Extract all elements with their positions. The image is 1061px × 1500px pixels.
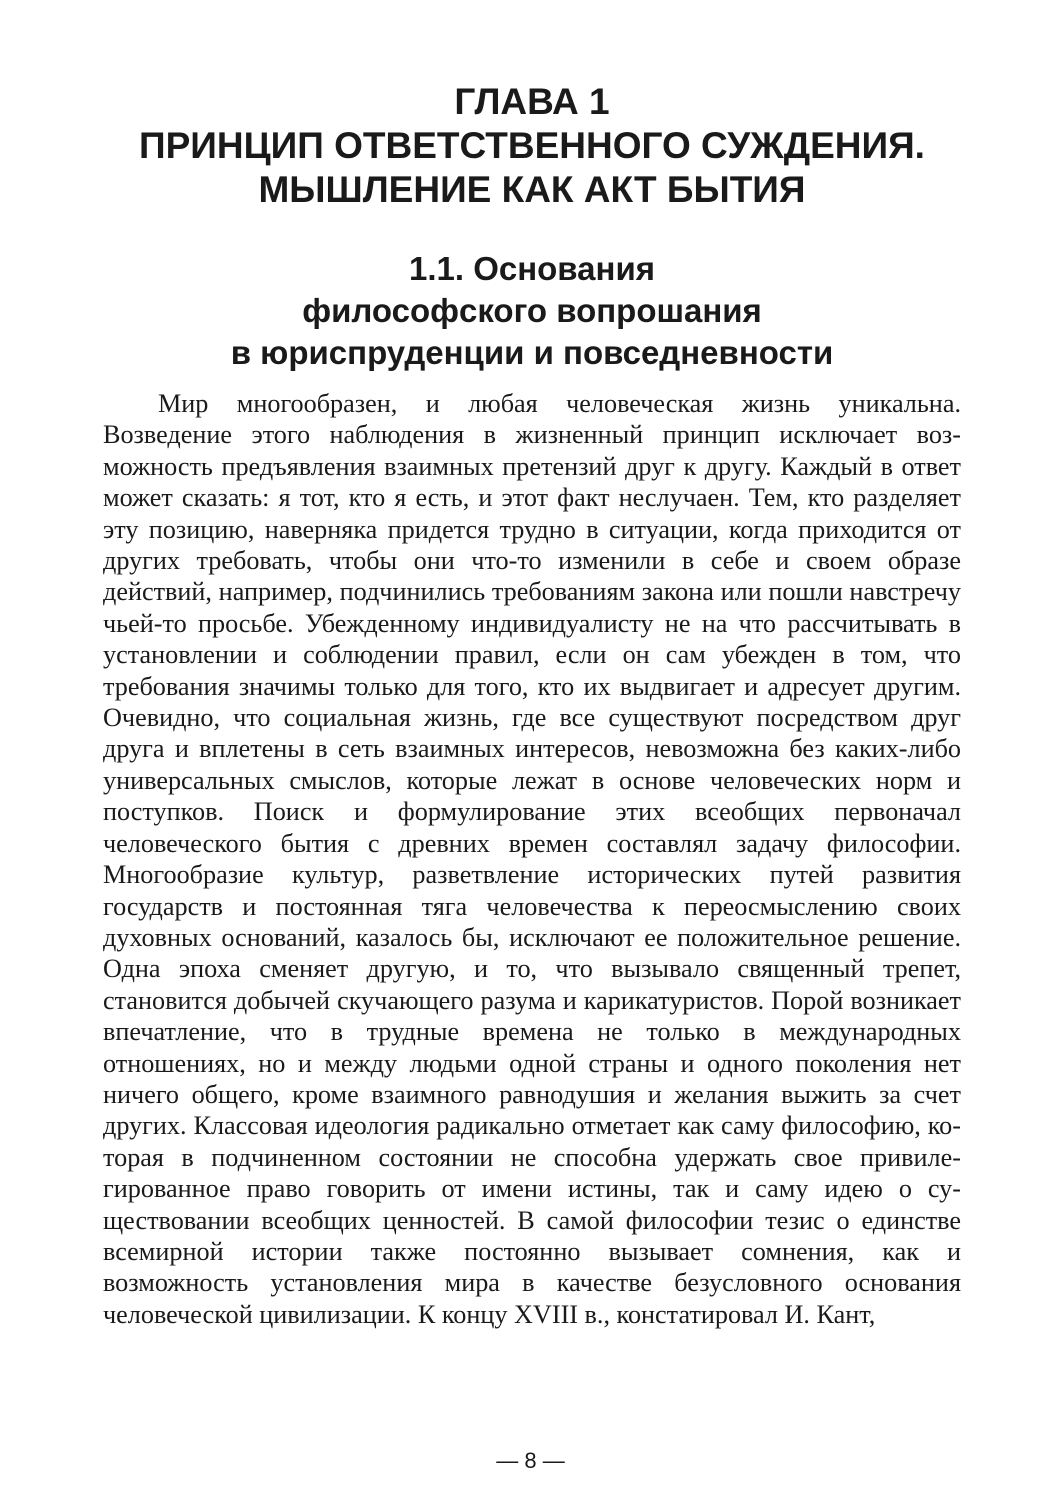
chapter-title	[103, 80, 961, 212]
page-content	[103, 80, 961, 1330]
page-number: — 8 —	[496, 1448, 565, 1473]
section-title-line-2: философского вопрошания	[302, 292, 762, 329]
chapter-title-line-2: ПРИНЦИП ОТВЕТСТВЕННОГО СУЖДЕНИЯ.	[139, 125, 925, 166]
section-title	[103, 248, 961, 374]
section-title-line-1: 1.1. Основания	[408, 250, 655, 287]
chapter-title-line-1: ГЛАВА 1	[454, 81, 610, 122]
body-paragraph: Мир многообразен, и любая человеческая жизнь уникальна. Возведение этого наблюдения в жизненный принцип исключает возможность предъявления взаимных претензий друг к другу. Каждый в ответ может сказать: я тот, кто я есть, и этот факт неслучаен. Тем, кто разделяет эту позицию, наверняка придется трудно в ситуации, когда приходится от других требовать, чтобы они что-то изменили в себе и своем образе действий, например, подчинились требованиям закона или пошли навстречу чьей-то просьбе. Убежденному индивидуалисту не на что рассчитывать в установлении и соблюдении правил, если он сам убежден в том, что требования значимы только для того, кто их выдвигает и адресует другим. Очевидно, что социальная жизнь, где все существуют посредством друг друга и вплетены в сеть взаимных интересов, невозможна без каких-либо универсальных смыслов, которые лежат в основе человеческих норм и поступков. Поиск и формулирование этих всеобщих первоначал человеческого бытия с древних времен составлял задачу философии. Многообразие культур, разветвление исторических путей развития государств и постоянная тяга человечества к переосмыслению своих духовных оснований, казалось бы, исключают ее положительное решение. Одна эпоха сменяет другую, и то, что вызывало священный трепет, становится добычей скучающего разума и карикатуристов. Порой возникает впечатление, что в трудные времена не только в международных отношениях, но и между людьми одной страны и одного поколения нет ничего общего, кроме взаимного равнодушия и желания выжить за счет других. Классовая идеология радикально отметает как саму философию, которая в подчиненном состоянии не способна удержать свое привилегированное право говорить от имени истины, так и саму идею о существовании всеобщих ценностей. В самой философии тезис о единстве всемирной истории также постоянно вызывает сомнения, как и возможность установления мира в качестве безусловного основания человеческой цивилизации. К концу XVIII в., констатировал И. Кант,	[103, 389, 961, 1329]
chapter-title-line-3: МЫШЛЕНИЕ КАК АКТ БЫТИЯ	[258, 169, 806, 210]
section-title-line-3: в юриспруденции и повседневности	[230, 334, 834, 371]
